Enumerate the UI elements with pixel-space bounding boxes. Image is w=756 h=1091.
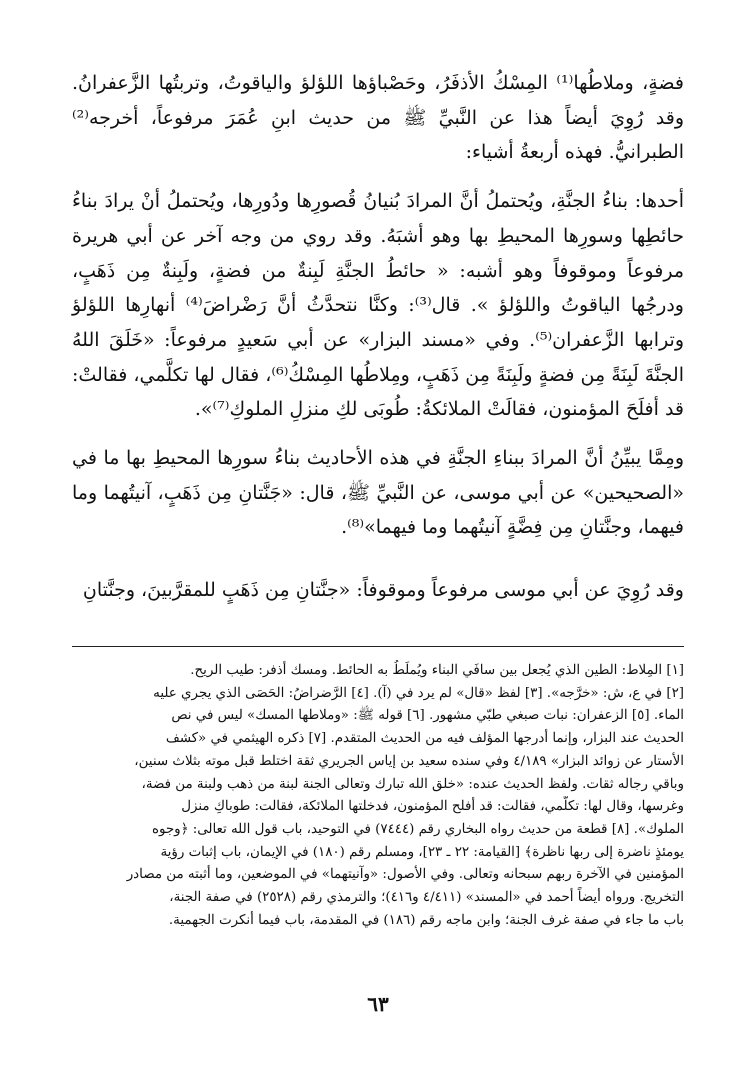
footnote-line: المؤمنين في الآخرة ربهم سبحانه وتعالى. وفي الأصول: «وآنيتهما» في الموضعين، وما أثبته من مصادر (126, 867, 684, 883)
paragraph-2: أحدها: بناءُ الجنَّةِ، ويُحتملُ أنَّ المرادَ بُنيانُ قُصورِها ودُورِها، ويُحتملُ أنْ يرادَ بناءُ حائطِها وسورِها المحيطِ بها وهو أشبَهُ. وقد روي من وجه آخر عن أبي هريرة مرفوعاً وموقوفاً وهو أشبه: « حائطُ الجنَّةِ لَبِنةٌ من فضةٍ، ولَبِنةٌ مِن ذَهَبٍ، ودرجُها الياقوتُ واللؤلؤ ». قال⁽³⁾: وكنَّا نتحدَّثُ أنَّ رَضْراضَ⁽⁴⁾ أنهارِها اللؤلؤ وترابها الزَّعفران⁽⁵⁾. وفي «مسند البزار» عن أبي سَعيدٍ مرفوعاً: «خَلَقَ اللهُ الجنَّةَ لَبِنَةً مِن فضةٍ ولَبِنَةً مِن ذَهَبٍ، ومِلاطُها المِسْكُ⁽⁶⁾، فقال لها تكلَّمي، فقالتْ: قد أفلَحَ المؤمنون، فقالَتْ الملائكةُ: طُوبَى لكِ منزلِ الملوكِ⁽⁷⁾». (72, 190, 685, 421)
footnote-line: الماء. [٥] الزعفران: نبات صبغي طبّي مشهور. [٦] قوله ﷺ: «وملاطها المسك» ليس في نص (171, 708, 684, 724)
footnote-line: باب ما جاء في صفة غرف الجنة؛ وابن ماجه رقم (١٨٦) في المقدمة، باب فيما أنكرت الجهمية. (168, 912, 684, 928)
paragraph-4: وقد رُوِيَ عن أبي موسى مرفوعاً وموقوفاً: «جنَّتانِ مِن ذَهَبٍ للمقرَّبينَ، وجنَّتانِ (82, 579, 684, 602)
footnote-line: وباقي رجاله ثقات. ولفظ الحديث عنده: «خلق الله تبارك وتعالى الجنة لبنة من ذهب ولبنة من فضة، (141, 776, 684, 792)
footnote-line: وغرسها، وقال لها: تكلَّمي، فقالت: قد أفلح المؤمنون، فدخلتها الملائكة، فقالت: طوباكِ منزل (181, 799, 684, 815)
footnote-line: الحديث عند البزار، وإنما أدرجها المؤلف فيه من الحديث المتقدم. [٧] ذكره الهيثمي في «كشف (165, 731, 684, 747)
paragraph-3: ومِمَّا يبيِّنُ أنَّ المرادَ ببناءِ الجنَّةِ في هذه الأحاديث بناءُ سورِها المحيطِ بها ما في «الصحيحين» عن أبي موسى، عن النَّبيِّ ﷺ، قال: «جَنَّتانِ مِن ذَهَبٍ، آنيتُهما وما فيهما، وجنَّتانِ مِن فِضَّةٍ آنيتُهما وما فيهما»⁽⁸⁾. (72, 447, 684, 539)
footnote-separator (72, 646, 684, 647)
page-number: ٦٣ (367, 992, 389, 1016)
footnote-line: التخريج. ورواه أيضاً أحمد في «المسند» (٤/٤١١ و٤١٦)؛ والترمذي رقم (٢٥٢٨) في صفة الجنة، (169, 890, 684, 906)
footnote-line: يومئذٍ ناضرة إلى ربها ناظرة﴾ [القيامة: ٢٢ ـ ٢٣]، ومسلم رقم (١٨٠) في الإيمان، باب إثبات رؤية (160, 844, 684, 860)
paragraph-1: فضةٍ، وملاطُها⁽¹⁾ المِسْكُ الأذفَرُ، وحَصْباؤها اللؤلؤ والياقوتُ، وتربتُها الزَّعفرانُ. وقد رُوِيَ أيضاً هذا عن النَّبيِّ ﷺ من حديث ابنِ عُمَرَ مرفوعاً، أخرجه⁽²⁾ الطبرانيُّ. فهذه أربعةُ أشياء: (72, 72, 684, 164)
footnote-line: الملوك». [٨] قطعة من حديث رواه البخاري رقم (٧٤٤٤) في التوحيد، باب قول الله تعالى: ﴿وجوه (151, 821, 684, 837)
footnotes (72, 660, 684, 932)
footnote-line: [٢] في ع، ش: «خرَّجه». [٣] لفظ «قال» لم يرد في (آ). [٤] الرَّضراضُ: الحَصَى الذي يجري عليه (153, 685, 684, 701)
main-text (72, 66, 684, 608)
footnote-line: [١] المِلاط: الطين الذي يُجعل بين سافَي البناء ويُملَطُ به الحائط. ومسك أذفر: طيب الريح. (190, 663, 684, 678)
footnote-line: الأستار عن زوائد البزار» ٤/١٨٩ وفي سنده سعيد بن إياس الجريري ثقة اختلط قبل موته بثلاث سنين، (134, 753, 684, 769)
